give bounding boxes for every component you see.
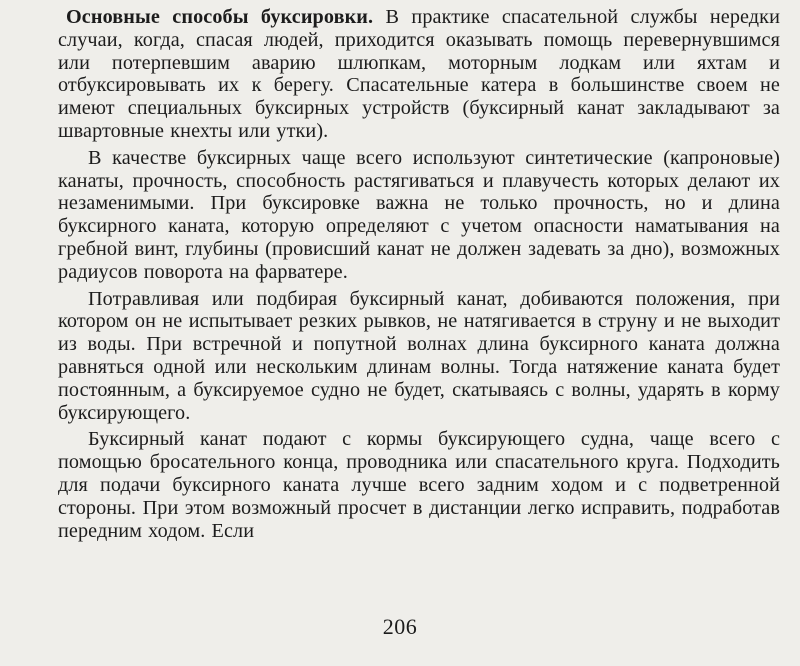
paragraph-towing-methods <box>58 6 780 143</box>
paragraph-rope-delivery: Буксирный канат подают с кормы буксирующего судна, чаще всего с помощью бросательного конца, проводника или спасательного круга. Подходить для подачи буксирного каната лучше всего задним ходом и с подветренной стороны. При этом возможный просчет в дистанции легко исправить, подработав передним ходом. Если <box>58 428 780 542</box>
page-number: 206 <box>382 614 418 639</box>
section-heading: Основные способы буксировки. <box>66 6 374 28</box>
page-body <box>58 6 780 542</box>
paragraph-rope-tension: Потравливая или подбирая буксирный канат, добиваются положения, при котором он не испытывает резких рывков, не натягивается в струну и не выходит из воды. При встречной и попутной волнах длина буксирного каната должна равняться одной или нескольким длинам волны. Тогда натяжение каната будет постоянным, а буксируемое судно не будет, скатываясь с волны, ударять в корму буксирующего. <box>58 287 780 424</box>
paragraph-text: В практике спасательной службы нередки случаи, когда, спасая людей, приходится оказывать помощь перевернувшимся или потерпевшим аварию шлюпкам, моторным лодкам или яхтам и отбуксировывать их к берегу. Спасательные катера в большинстве своем не имеют специальных буксирных устройств (буксирный канат закладывают за швартовные кнехты или утки). <box>58 6 780 142</box>
paragraph-tow-ropes: В качестве буксирных чаще всего используют синтетические (капроновые) канаты, прочность, способность растягиваться и плавучесть которых делают их незаменимыми. При буксировке важна не только прочность, но и длина буксирного каната, которую определяют с учетом опасности наматывания на гребной винт, глубины (провисший канат не должен задевать за дно), возможных радиусов поворота на фарватере. <box>58 146 780 283</box>
